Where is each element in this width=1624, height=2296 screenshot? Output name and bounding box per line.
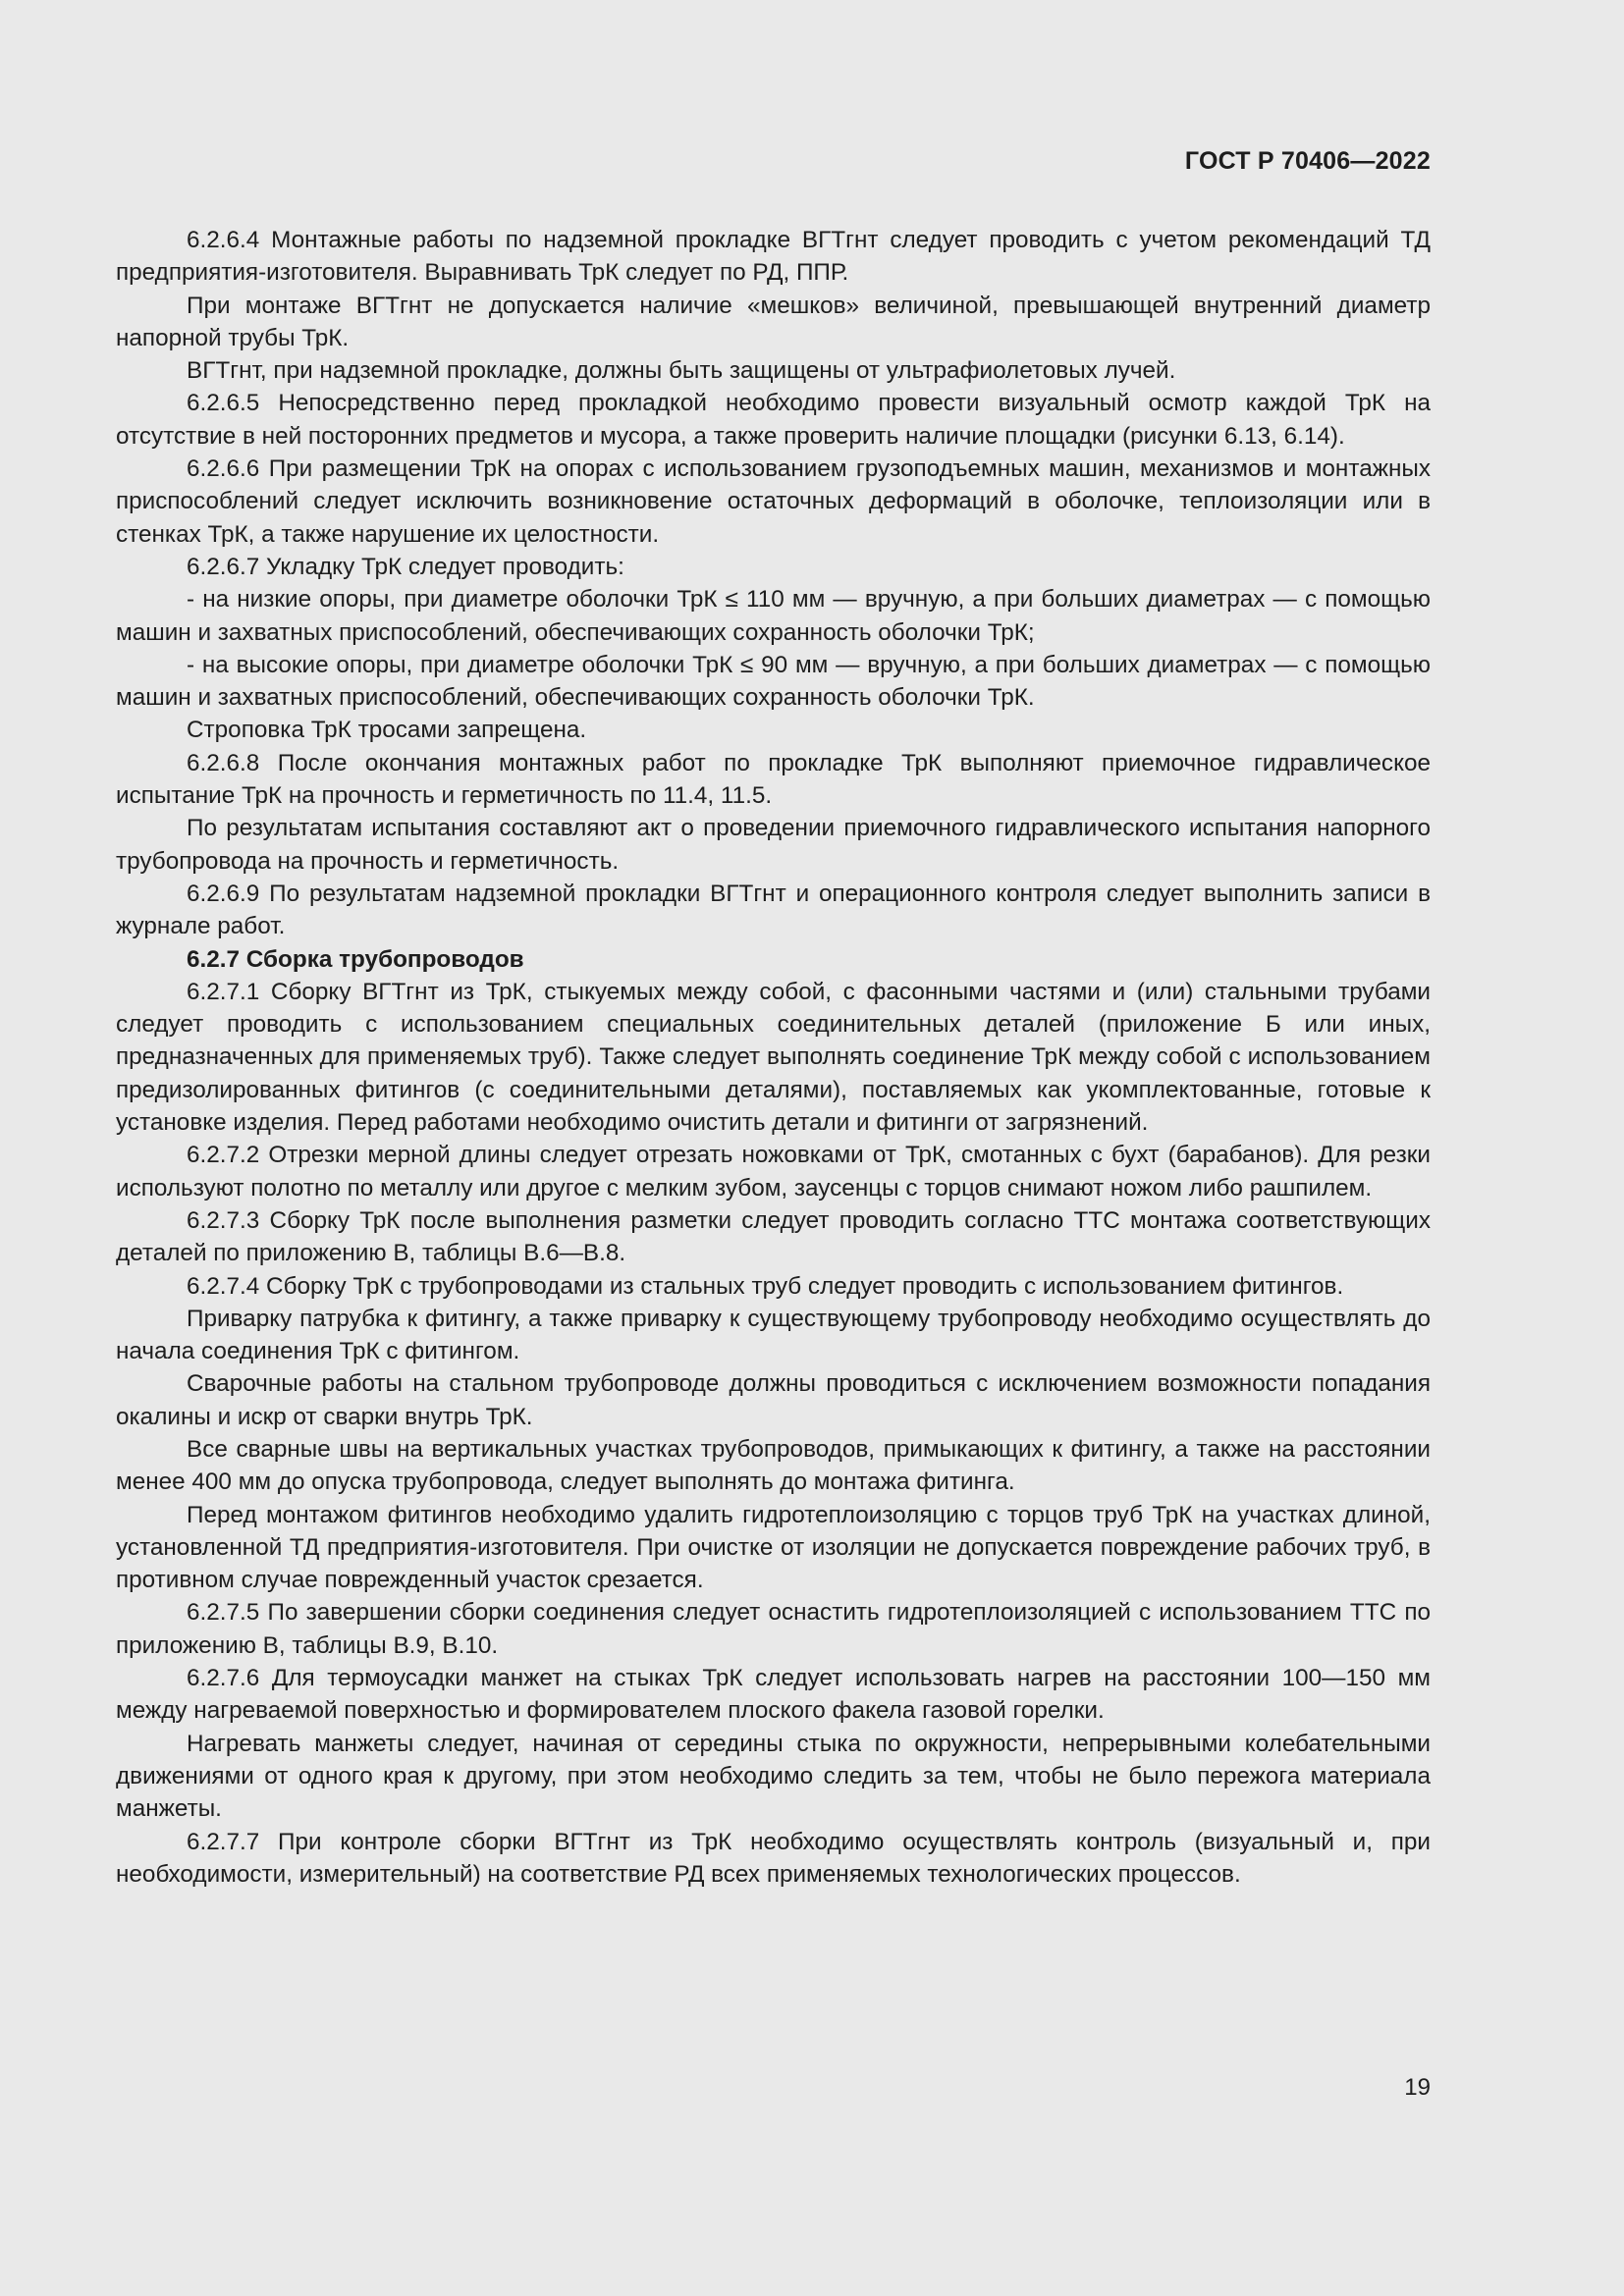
paragraph: ВГТгнт, при надземной прокладке, должны быть защищены от ультрафиолетовых лучей. <box>187 357 1176 385</box>
paragraph: Перед монтажом фитингов необходимо удалить гидротеплоизоляцию с торцов труб ТрК на участках длиной, установленной ТД предприятия-изготовителя. При очистке от изоляции не допускается повреждение рабочих труб, в противном случае поврежденный участок срезается. <box>116 1501 1431 1594</box>
paragraph: Приварку патрубка к фитингу, а также приварку к существующему трубопроводу необходимо осуществлять до начала соединения ТрК с фитингом. <box>116 1305 1431 1365</box>
section-heading: 6.2.7 Сборка трубопроводов <box>187 945 524 973</box>
paragraph: 6.2.6.7 Укладку ТрК следует проводить: <box>187 553 624 580</box>
paragraph: 6.2.7.7 При контроле сборки ВГТгнт из ТрК необходимо осуществлять контроль (визуальный и, при необходимости, измерительный) на соответствие РД всех применяемых технологических процессов. <box>116 1828 1431 1888</box>
paragraph: По результатам испытания составляют акт о проведении приемочного гидравлического испытания напорного трубопровода на прочность и герметичность. <box>116 815 1431 875</box>
document-code-header: ГОСТ Р 70406—2022 <box>1184 147 1431 175</box>
paragraph: 6.2.6.9 По результатам надземной прокладки ВГТгнт и операционного контроля следует выполнить записи в журнале работ. <box>116 880 1431 940</box>
page-number: 19 <box>1404 2074 1431 2101</box>
document-body <box>116 224 1431 1891</box>
paragraph: Сварочные работы на стальном трубопроводе должны проводиться с исключением возможности попадания окалины и искр от сварки внутрь ТрК. <box>116 1370 1431 1430</box>
paragraph: 6.2.7.4 Сборку ТрК с трубопроводами из стальных труб следует проводить с использованием фитингов. <box>187 1272 1344 1300</box>
paragraph: 6.2.6.4 Монтажные работы по надземной прокладке ВГТгнт следует проводить с учетом рекомендаций ТД предприятия-изготовителя. Выравнивать ТрК следует по РД, ППР. <box>116 227 1431 287</box>
paragraph: 6.2.7.1 Сборку ВГТгнт из ТрК, стыкуемых между собой, с фасонными частями и (или) стальными трубами следует проводить с использованием специальных соединительных деталей (приложение Б или иных, предназначенных для применяемых труб). Также следует выполнять соединение ТрК между собой с использованием предизолированных фитингов (с соединительными деталями), поставляемых как укомплектованные, готовые к установке изделия. Перед работами необходимо очистить детали и фитинги от загрязнений. <box>116 978 1431 1137</box>
paragraph: 6.2.6.5 Непосредственно перед прокладкой необходимо провести визуальный осмотр каждой ТрК на отсутствие в ней посторонних предметов и мусора, а также проверить наличие площадки (рисунки 6.13, 6.14). <box>116 390 1431 450</box>
list-item: - на низкие опоры, при диаметре оболочки ТрК ≤ 110 мм — вручную, а при больших диаметрах — с помощью машин и захватных приспособлений, обеспечивающих сохранность оболочки ТрК; <box>116 586 1431 646</box>
paragraph: Строповка ТрК тросами запрещена. <box>187 717 587 744</box>
list-item: - на высокие опоры, при диаметре оболочки ТрК ≤ 90 мм — вручную, а при больших диаметрах — с помощью машин и захватных приспособлений, обеспечивающих сохранность оболочки ТрК. <box>116 651 1431 712</box>
paragraph: 6.2.7.5 По завершении сборки соединения следует оснастить гидротеплоизоляцией с использованием ТТС по приложению В, таблицы В.9, В.10. <box>116 1599 1431 1659</box>
paragraph: 6.2.7.2 Отрезки мерной длины следует отрезать ножовками от ТрК, смотанных с бухт (барабанов). Для резки используют полотно по металлу или другое с мелким зубом, заусенцы с торцов снимают ножом либо рашпилем. <box>116 1142 1431 1201</box>
paragraph: Нагревать манжеты следует, начиная от середины стыка по окружности, непрерывными колебательными движениями от одного края к другому, при этом необходимо следить за тем, чтобы не было пережога материала манжеты. <box>116 1730 1431 1823</box>
paragraph: Все сварные швы на вертикальных участках трубопроводов, примыкающих к фитингу, а также на расстоянии менее 400 мм до опуска трубопровода, следует выполнять до монтажа фитинга. <box>116 1435 1431 1496</box>
paragraph: 6.2.6.8 После окончания монтажных работ по прокладке ТрК выполняют приемочное гидравлическое испытание ТрК на прочность и герметичность по 11.4, 11.5. <box>116 749 1431 810</box>
paragraph: 6.2.7.6 Для термоусадки манжет на стыках ТрК следует использовать нагрев на расстоянии 100—150 мм между нагреваемой поверхностью и формирователем плоского факела газовой горелки. <box>116 1665 1431 1725</box>
paragraph: 6.2.6.6 При размещении ТрК на опорах с использованием грузоподъемных машин, механизмов и монтажных приспособлений следует исключить возникновение остаточных деформаций в оболочке, теплоизоляции или в стенках ТрК, а также нарушение их целостности. <box>116 455 1431 548</box>
paragraph: При монтаже ВГТгнт не допускается наличие «мешков» величиной, превышающей внутренний диаметр напорной трубы ТрК. <box>116 292 1431 351</box>
paragraph: 6.2.7.3 Сборку ТрК после выполнения разметки следует проводить согласно ТТС монтажа соответствующих деталей по приложению В, таблицы В.6—В.8. <box>116 1206 1431 1267</box>
